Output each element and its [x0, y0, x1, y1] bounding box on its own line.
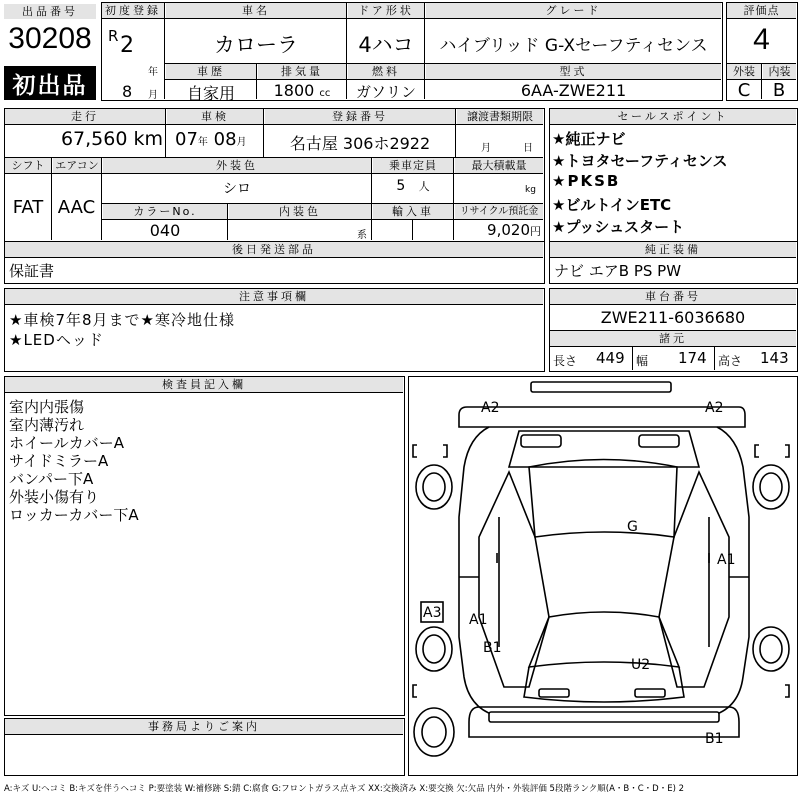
inspector-label: 検査員記入欄 — [5, 377, 403, 392]
color-no-label: カラーNo. — [103, 204, 227, 219]
chassis-number: ZWE211-6036680 — [600, 308, 746, 327]
inspector-line: ホイールカバーA — [9, 434, 124, 452]
damage-diagram — [408, 376, 798, 776]
damage-mark: B1 — [483, 640, 502, 656]
inspection-date — [175, 129, 247, 150]
displacement-label: 排気量 — [258, 64, 346, 79]
genuine-equip-box — [549, 241, 798, 284]
capacity-label: 乗車定員 — [373, 158, 453, 173]
recycle-unit: 円 — [530, 225, 541, 238]
score: 4 — [753, 23, 770, 56]
car-outline-diagram — [409, 377, 796, 774]
later-parts-box — [4, 241, 545, 284]
transfer-label: 譲渡書類期限 — [457, 109, 543, 124]
recycle-label: リサイクル預託金 — [455, 204, 543, 219]
aircon-label: エアコン — [53, 158, 101, 173]
damage-mark: A2 — [705, 400, 724, 416]
first-reg-year: 2 — [120, 33, 134, 58]
capacity-unit: 人 — [418, 180, 430, 193]
vehicle-info-table — [4, 108, 545, 242]
length: 449 — [596, 349, 625, 367]
displacement-value: 1800 — [273, 81, 315, 100]
sales-point-item: ★プッシュスタート — [552, 218, 685, 236]
damage-mark: U2 — [631, 657, 651, 673]
car-name-label: 車名 — [166, 3, 346, 18]
era: R — [108, 27, 119, 45]
fuel: ガソリン — [355, 83, 416, 101]
capacity-value: 5 — [396, 178, 406, 194]
shift: FAT — [12, 197, 44, 218]
legend-text: A:キズ U:ヘコミ B:キズを伴うヘコミ P:要塗装 W:補修跡 S:錆 C:腐食 G:フロントガラス点キズ XX:交換済み X:要交換 欠:欠品 内外・外装評価 5段階ランク順(A・B・C・D・E) 2 — [4, 784, 685, 794]
import-label: 輸入車 — [373, 204, 453, 219]
ext-color: シロ — [223, 181, 251, 197]
recycle-value: 9,020 — [487, 221, 530, 239]
door-label: ドア形状 — [348, 3, 424, 18]
aircon: AAC — [57, 197, 96, 218]
grade: ハイブリッド G-Xセーフティセンス — [439, 36, 708, 56]
office-label: 事務局よりご案内 — [5, 719, 403, 734]
damage-mark: A3 — [423, 605, 442, 621]
max-load-unit: kg — [525, 185, 536, 195]
sales-points-label: セールスポイント — [550, 109, 796, 124]
inspector-line: 外装小傷有り — [9, 488, 100, 506]
year-unit: 年 — [148, 67, 158, 78]
first-listing-badge: 初出品 — [4, 66, 96, 100]
genuine-equip-value: ナビ エアB PS PW — [554, 262, 682, 280]
width: 174 — [678, 349, 707, 367]
car-name: カローラ — [214, 33, 298, 57]
notes-box — [4, 288, 545, 372]
displacement-unit: cc — [319, 88, 331, 99]
inspection-year-unit: 年 — [197, 137, 208, 148]
month-unit: 月 — [148, 90, 158, 101]
height: 143 — [760, 349, 789, 367]
inspection-label: 車検 — [167, 109, 263, 124]
displacement — [258, 81, 346, 100]
int-grade: B — [772, 80, 786, 101]
model: 6AA-ZWE211 — [520, 81, 627, 100]
header-table — [101, 2, 723, 101]
lot-number-label: 出品番号 — [4, 4, 96, 19]
history: 自家用 — [186, 84, 235, 103]
model-label: 型式 — [426, 64, 721, 79]
shift-label: シフト — [5, 158, 51, 173]
grade-label: グレード — [426, 3, 721, 18]
later-parts-label: 後日発送部品 — [5, 242, 543, 257]
chassis-box — [549, 288, 798, 372]
note-line: ★LEDヘッド — [9, 331, 104, 349]
sales-point-item: ★純正ナビ — [552, 130, 626, 148]
sales-point-item: ★PKSB — [552, 172, 621, 190]
lot-number-box — [2, 2, 98, 101]
lot-number: 30208 — [8, 22, 92, 55]
office-box — [4, 718, 405, 776]
inspector-box — [4, 376, 405, 716]
ext-grade: C — [737, 80, 751, 101]
sales-point-item: ★トヨタセーフティセンス — [552, 152, 728, 170]
mileage-label: 走行 — [5, 109, 165, 124]
damage-mark: G — [627, 519, 638, 535]
fuel-label: 燃料 — [348, 64, 424, 79]
inspector-line: ロッカーカバー下A — [9, 506, 139, 524]
plate-number: 名古屋 306ホ2922 — [289, 134, 431, 153]
inspector-line: バンパー下A — [9, 470, 94, 488]
notes-label: 注意事項欄 — [5, 289, 543, 304]
int-label: 内装 — [763, 64, 796, 79]
mileage-value: 67,560 — [60, 128, 128, 150]
sales-points-box — [549, 108, 798, 242]
recycle — [455, 221, 541, 239]
length-label: 長さ — [553, 354, 578, 368]
ext-label: 外装 — [727, 64, 761, 79]
transfer-month-unit: 月 — [481, 143, 491, 154]
inspection-month-unit: 月 — [236, 137, 247, 148]
chassis-label: 車台番号 — [550, 289, 796, 304]
score-box — [726, 2, 798, 101]
int-color-unit: 系 — [357, 230, 367, 241]
plate-label: 登録番号 — [265, 109, 455, 124]
first-reg-month: 8 — [122, 82, 133, 101]
inspector-line: 室内内張傷 — [9, 398, 85, 416]
score-label: 評価点 — [727, 3, 796, 18]
mileage — [5, 128, 163, 150]
height-label: 高さ — [718, 354, 743, 368]
capacity — [373, 178, 453, 194]
sales-point-item: ★ビルトインETC — [552, 196, 672, 214]
inspector-line: サイドミラーA — [9, 452, 109, 470]
damage-mark: A1 — [469, 612, 488, 628]
damage-mark: B1 — [705, 731, 724, 747]
transfer-day-unit: 日 — [523, 143, 533, 154]
door-type: 4ハコ — [358, 33, 414, 57]
mileage-unit: km — [133, 128, 163, 150]
int-color-label: 内装色 — [229, 204, 371, 219]
specs-label: 諸元 — [550, 331, 796, 346]
inspection-month: 08 — [213, 129, 237, 150]
history-label: 車歴 — [166, 64, 256, 79]
max-load-label: 最大積載量 — [455, 158, 543, 173]
damage-mark: A2 — [481, 400, 500, 416]
genuine-equip-label: 純正装備 — [550, 242, 796, 257]
first-reg-label: 初度登録 — [102, 3, 164, 18]
note-line: ★車検7年8月まで★寒冷地仕様 — [9, 311, 235, 329]
inspector-line: 室内薄汚れ — [9, 416, 85, 434]
color-no: 040 — [149, 221, 181, 240]
damage-mark: A1 — [717, 552, 736, 568]
width-label: 幅 — [636, 354, 649, 368]
later-parts-value: 保証書 — [9, 262, 55, 280]
inspection-year: 07 — [175, 129, 198, 150]
ext-color-label: 外装色 — [103, 158, 371, 173]
